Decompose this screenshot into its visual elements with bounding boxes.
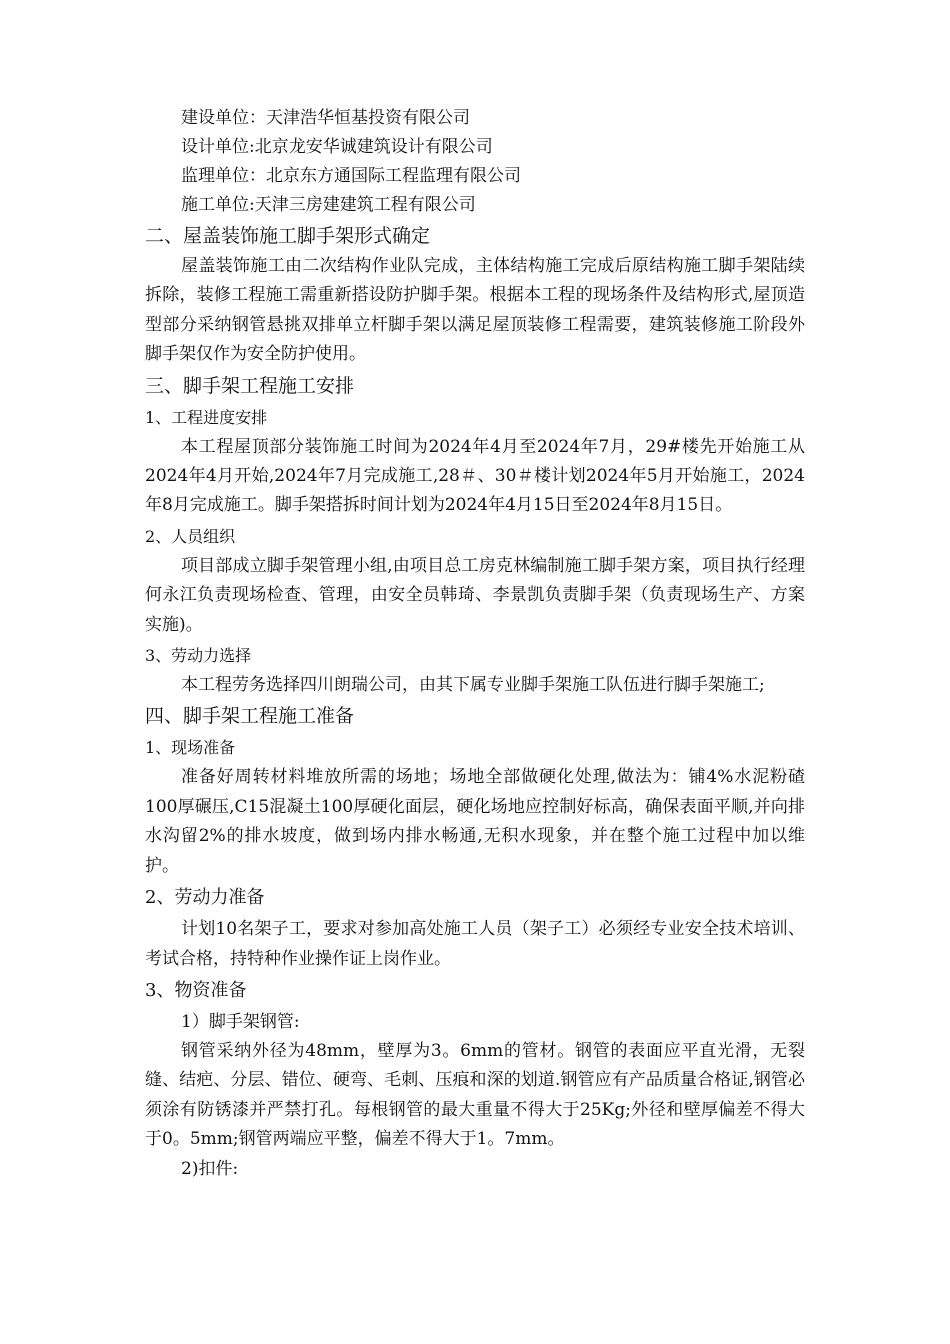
section-4-2-paragraph: 计划10名架子工，要求对参加高处施工人员（架子工）必须经专业安全技术培训、考试合格，持特种作业操作证上岗作业。 [145,919,805,969]
section-3-2-paragraph: 项目部成立脚手架管理小组,由项目总工房克林编制施工脚手架方案，项目执行经理何永江负责现场检查、管理，由安全员韩琦、李景凯负责脚手架（负责现场生产、方案实施)。 [145,555,805,635]
section-2-heading: 二、屋盖装饰施工脚手架形式确定 [145,225,431,247]
design-unit: 设计单位:北京龙安华诚建筑设计有限公司 [181,137,493,157]
construction-unit: 施工单位:天津三房建建筑工程有限公司 [181,195,476,215]
section-3-1-heading: 1、工程进度安排 [145,407,268,427]
section-3-heading: 三、脚手架工程施工安排 [145,374,355,397]
section-4-3-heading: 3、物资准备 [145,979,247,1001]
owner-unit: 建设单位：天津浩华恒基投资有限公司 [181,108,470,128]
section-3-1-paragraph: 本工程屋顶部分装饰施工时间为2024年4月至2024年7月，29#楼先开始施工从2024年4月开始,2024年7月完成施工,28＃、30＃楼计划2024年5月开始施工，2024年8月完成施工。脚手架搭拆时间计划为2024年4月15日至2024年8月15日。 [145,436,805,516]
section-3-3-paragraph: 本工程劳务选择四川朗瑞公司，由其下属专业脚手架施工队伍进行脚手架施工; [181,675,765,696]
item-1-paragraph: 钢管采纳外径为48mm，壁厚为3。6mm的管材。钢管的表面应平直光滑，无裂缝、结疤、分层、错位、硬弯、毛刺、压痕和深的划道.钢管应有产品质量合格证,钢管必须涂有防锈漆并严禁打孔。每根钢管的最大重量不得大于25Kg;外径和壁厚偏差不得大于0。5mm;钢管两端应平整，偏差不得大于1。7mm。 [145,1040,805,1150]
section-3-2-heading: 2、人员组织 [145,526,236,546]
section-2-paragraph: 屋盖装饰施工由二次结构作业队完成，主体结构施工完成后原结构施工脚手架陆续拆除，装修工程施工需重新搭设防护脚手架。根据本工程的现场条件及结构形式,屋顶造型部分采纳钢管悬挑双排单立杆脚手架以满足屋顶装修工程需要，建筑装修施工阶段外脚手架仅作为安全防护使用。 [145,256,805,365]
section-4-heading: 四、脚手架工程施工准备 [145,705,355,728]
supervision-unit: 监理单位：北京东方通国际工程监理有限公司 [181,166,521,186]
section-3-3-heading: 3、劳动力选择 [145,646,252,666]
item-1-heading: 1）脚手架钢管: [181,1011,300,1032]
section-4-2-heading: 2、劳动力准备 [145,887,265,909]
item-2-heading: 2)扣件: [181,1158,239,1179]
section-4-1-heading: 1、现场准备 [145,738,236,758]
section-4-1-paragraph: 准备好周转材料堆放所需的场地；场地全部做硬化处理,做法为：铺4%水泥粉碴100厚碾压,C15混凝土100厚硬化面层，硬化场地应控制好标高，确保表面平顺,并向排水沟留2%的排水坡度，做到场内排水畅通,无积水现象，并在整个施工过程中加以维护。 [145,767,805,876]
document-body [145,104,805,1184]
